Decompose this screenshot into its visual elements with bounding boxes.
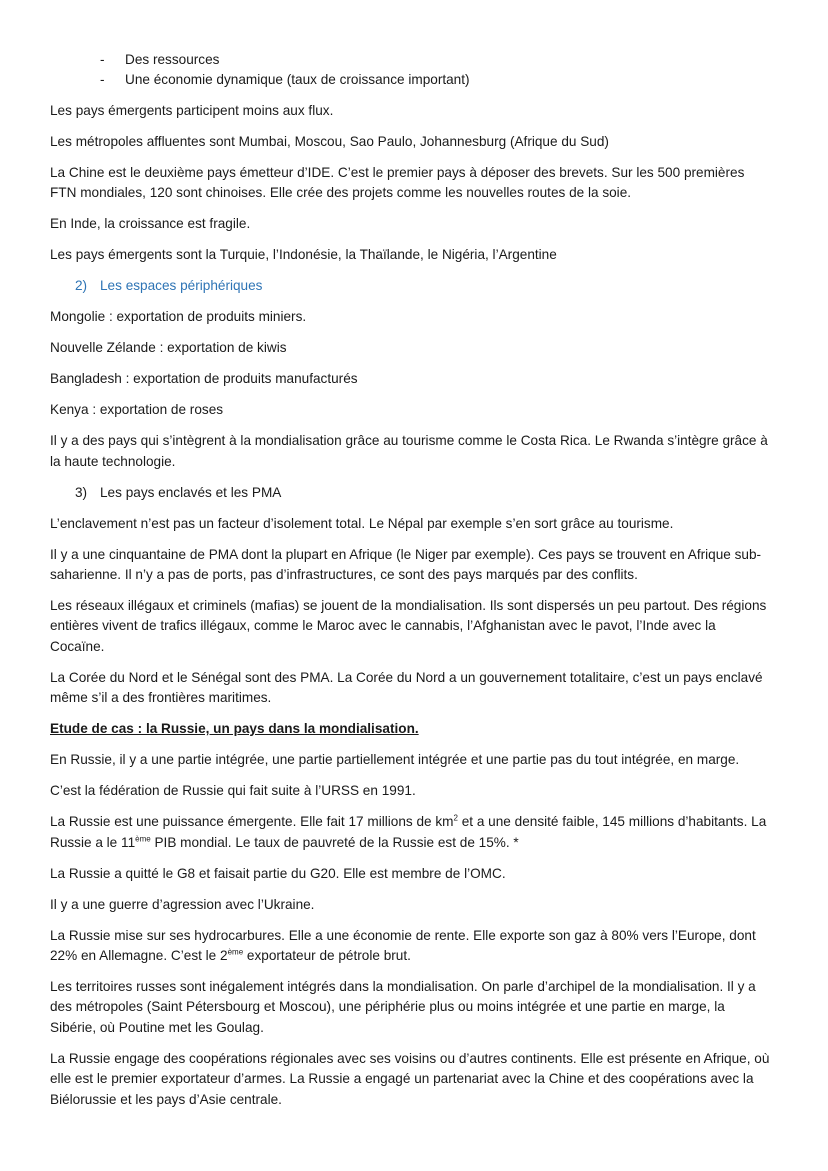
text-run: et a une densité faible, 145 millions d’habitants. La Russie a le 11 — [50, 814, 767, 850]
section-heading-peripheral-spaces — [50, 276, 770, 296]
paragraph: Nouvelle Zélande : exportation de kiwis — [50, 340, 287, 356]
superscript: 2 — [453, 813, 458, 823]
paragraph: Il y a une guerre d’agression avec l’Ukraine. — [50, 896, 315, 912]
text-run: La Russie est une puissance émergente. Elle fait 17 millions de km — [50, 814, 454, 830]
section-number: 3) — [75, 484, 88, 500]
list-item-text: Des ressources — [125, 52, 220, 67]
paragraph: Les réseaux illégaux et criminels (mafias) se jouent de la mondialisation. Ils sont dispersés un peu partout. Des régions entières vivent de trafics illégaux, comme le Maroc avec le cannabis, l’Afghanistan avec le pavot, l’Inde avec la Cocaïne. — [50, 598, 767, 654]
paragraph — [50, 812, 770, 853]
paragraph: Il y a des pays qui s’intègrent à la mondialisation grâce au tourisme comme le Costa Rica. Le Rwanda s’intègre grâce à la haute technologie. — [50, 433, 768, 469]
paragraph: La Chine est le deuxième pays émetteur d’IDE. C’est le premier pays à déposer des brevets. Sur les 500 premières FTN mondiales, 120 sont chinoises. Elle crée des projets comme les nouvelles routes de la soie. — [50, 164, 745, 201]
paragraph: L’enclavement n’est pas un facteur d’isolement total. Le Népal par exemple s’en sort grâce au tourisme. — [50, 515, 674, 531]
list-item: - Une économie dynamique (taux de croissance important) — [100, 72, 470, 88]
paragraph: Les pays émergents sont la Turquie, l’Indonésie, la Thaïlande, le Nigéria, l’Argentine — [50, 247, 557, 263]
paragraph: Bangladesh : exportation de produits manufacturés — [50, 371, 358, 387]
paragraph: Les métropoles affluentes sont Mumbai, Moscou, Sao Paulo, Johannesburg (Afrique du Sud) — [50, 133, 609, 149]
text-run: exportateur de pétrole brut. — [243, 948, 411, 964]
paragraph: Kenya : exportation de roses — [50, 402, 224, 418]
paragraph: Les pays émergents participent moins aux flux. — [50, 102, 334, 118]
paragraph: La Russie a quitté le G8 et faisait partie du G20. Elle est membre de l’OMC. — [50, 865, 506, 881]
section-title: Les espaces périphériques — [100, 278, 263, 294]
paragraph: Les territoires russes sont inégalement intégrés dans la mondialisation. On parle d’archipel de la mondialisation. Il y a des métropoles (Saint Pétersbourg et Moscou), une périphérie plus ou moins intégrée et une partie en marge, la Sibérie, où Poutine met les Goulag. — [50, 979, 756, 1035]
paragraph: La Russie engage des coopérations régionales avec ses voisins ou d’autres continents. Elle est présente en Afrique, où elle est le premier exportateur d’armes. La Russie a engagé un partenariat avec la Chine et des coopérations avec la Biélorussie et les pays d’Asie centrale. — [50, 1050, 770, 1107]
paragraph: La Corée du Nord et le Sénégal sont des PMA. La Corée du Nord a un gouvernement totalitaire, c’est un pays enclavé même s’il a des frontières maritimes. — [50, 669, 763, 706]
list-item: - Des ressources — [100, 52, 220, 67]
paragraph: Il y a une cinquantaine de PMA dont la plupart en Afrique (le Niger par exemple). Ces pays se trouvent en Afrique sub-saharienne. Il n’y a pas de ports, pas d’infrastructures, ce sont des pays marqués par des conflits. — [50, 546, 762, 583]
intro-bullet-list — [50, 50, 770, 91]
case-study-title: Etude de cas : la Russie, un pays dans la mondialisation. — [50, 721, 419, 737]
section-title: Les pays enclavés et les PMA — [100, 484, 282, 500]
list-item-text: Une économie dynamique (taux de croissance important) — [125, 72, 470, 88]
section-heading-landlocked-ldc — [50, 483, 770, 503]
text-run: La Russie mise sur ses hydrocarbures. Elle a une économie de rente. Elle exporte son gaz à 80% vers l’Europe, dont 22% en Allemagne. C’est le 2 — [50, 927, 756, 964]
paragraph: En Russie, il y a une partie intégrée, une partie partiellement intégrée et une partie pas du tout intégrée, en marge. — [50, 752, 740, 768]
section-number: 2) — [75, 278, 88, 294]
paragraph — [50, 926, 770, 967]
paragraph: C’est la fédération de Russie qui fait suite à l’URSS en 1991. — [50, 783, 416, 799]
paragraph: En Inde, la croissance est fragile. — [50, 216, 251, 232]
superscript: ème — [227, 947, 244, 957]
paragraph: Mongolie : exportation de produits miniers. — [50, 309, 307, 325]
superscript: ème — [135, 834, 151, 844]
text-run: PIB mondial. Le taux de pauvreté de la Russie est de 15%. * — [150, 834, 519, 850]
